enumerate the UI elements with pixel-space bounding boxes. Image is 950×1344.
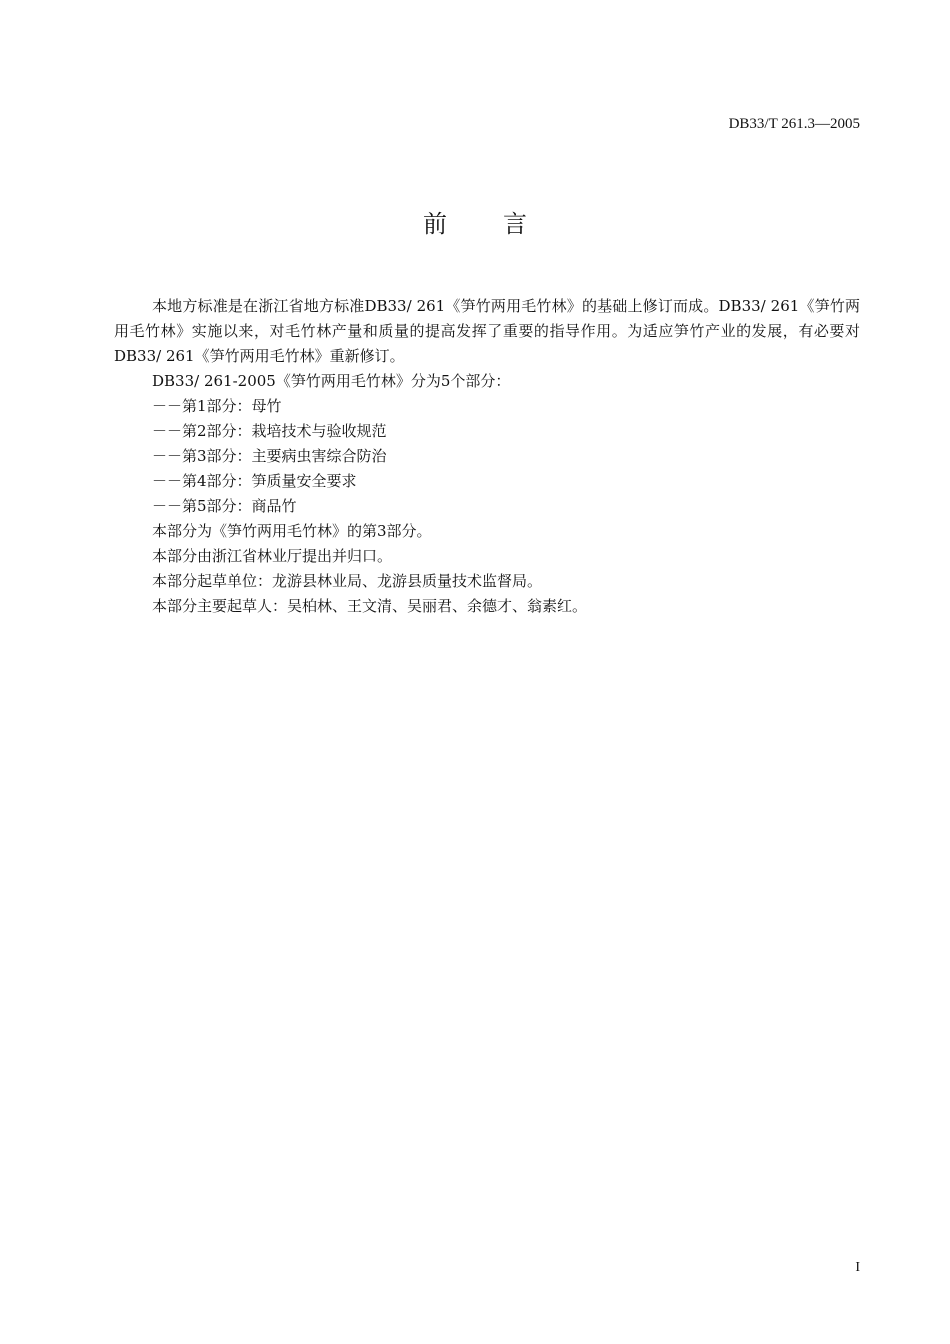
- intro-paragraph: 本地方标准是在浙江省地方标准DB33/ 261《笋竹两用毛竹林》的基础上修订而成。DB33/ 261《笋竹两用毛竹林》实施以来，对毛竹林产量和质量的提高发挥了重要的指导作用。为适应笋竹产业的发展，有必要对DB33/ 261《笋竹两用毛竹林》重新修订。: [114, 297, 860, 365]
- proposer-paragraph: 本部分由浙江省林业厅提出并归口。: [152, 547, 393, 565]
- drafting-units-paragraph: 本部分起草单位：龙游县林业局、龙游县质量技术监督局。: [152, 572, 543, 590]
- list-item: －－第1部分：母竹: [152, 397, 282, 415]
- list-item: －－第3部分：主要病虫害综合防治: [152, 447, 387, 465]
- parts-list: [114, 394, 860, 519]
- document-code: DB33/T 261.3—2005: [728, 116, 860, 132]
- foreword-body: [114, 294, 860, 619]
- list-item: －－第5部分：商品竹: [152, 497, 297, 515]
- list-item: －－第2部分：栽培技术与验收规范: [152, 422, 387, 440]
- list-item: －－第4部分：笋质量安全要求: [152, 472, 357, 490]
- drafters-paragraph: 本部分主要起草人：吴柏林、王文清、吴丽君、余德才、翁素红。: [152, 597, 588, 615]
- page-number: I: [855, 1260, 860, 1275]
- parts-intro-paragraph: DB33/ 261-2005《笋竹两用毛竹林》分为5个部分：: [152, 372, 511, 390]
- page-title: 前言: [423, 210, 583, 238]
- this-part-paragraph: 本部分为《笋竹两用毛竹林》的第3部分。: [152, 522, 432, 540]
